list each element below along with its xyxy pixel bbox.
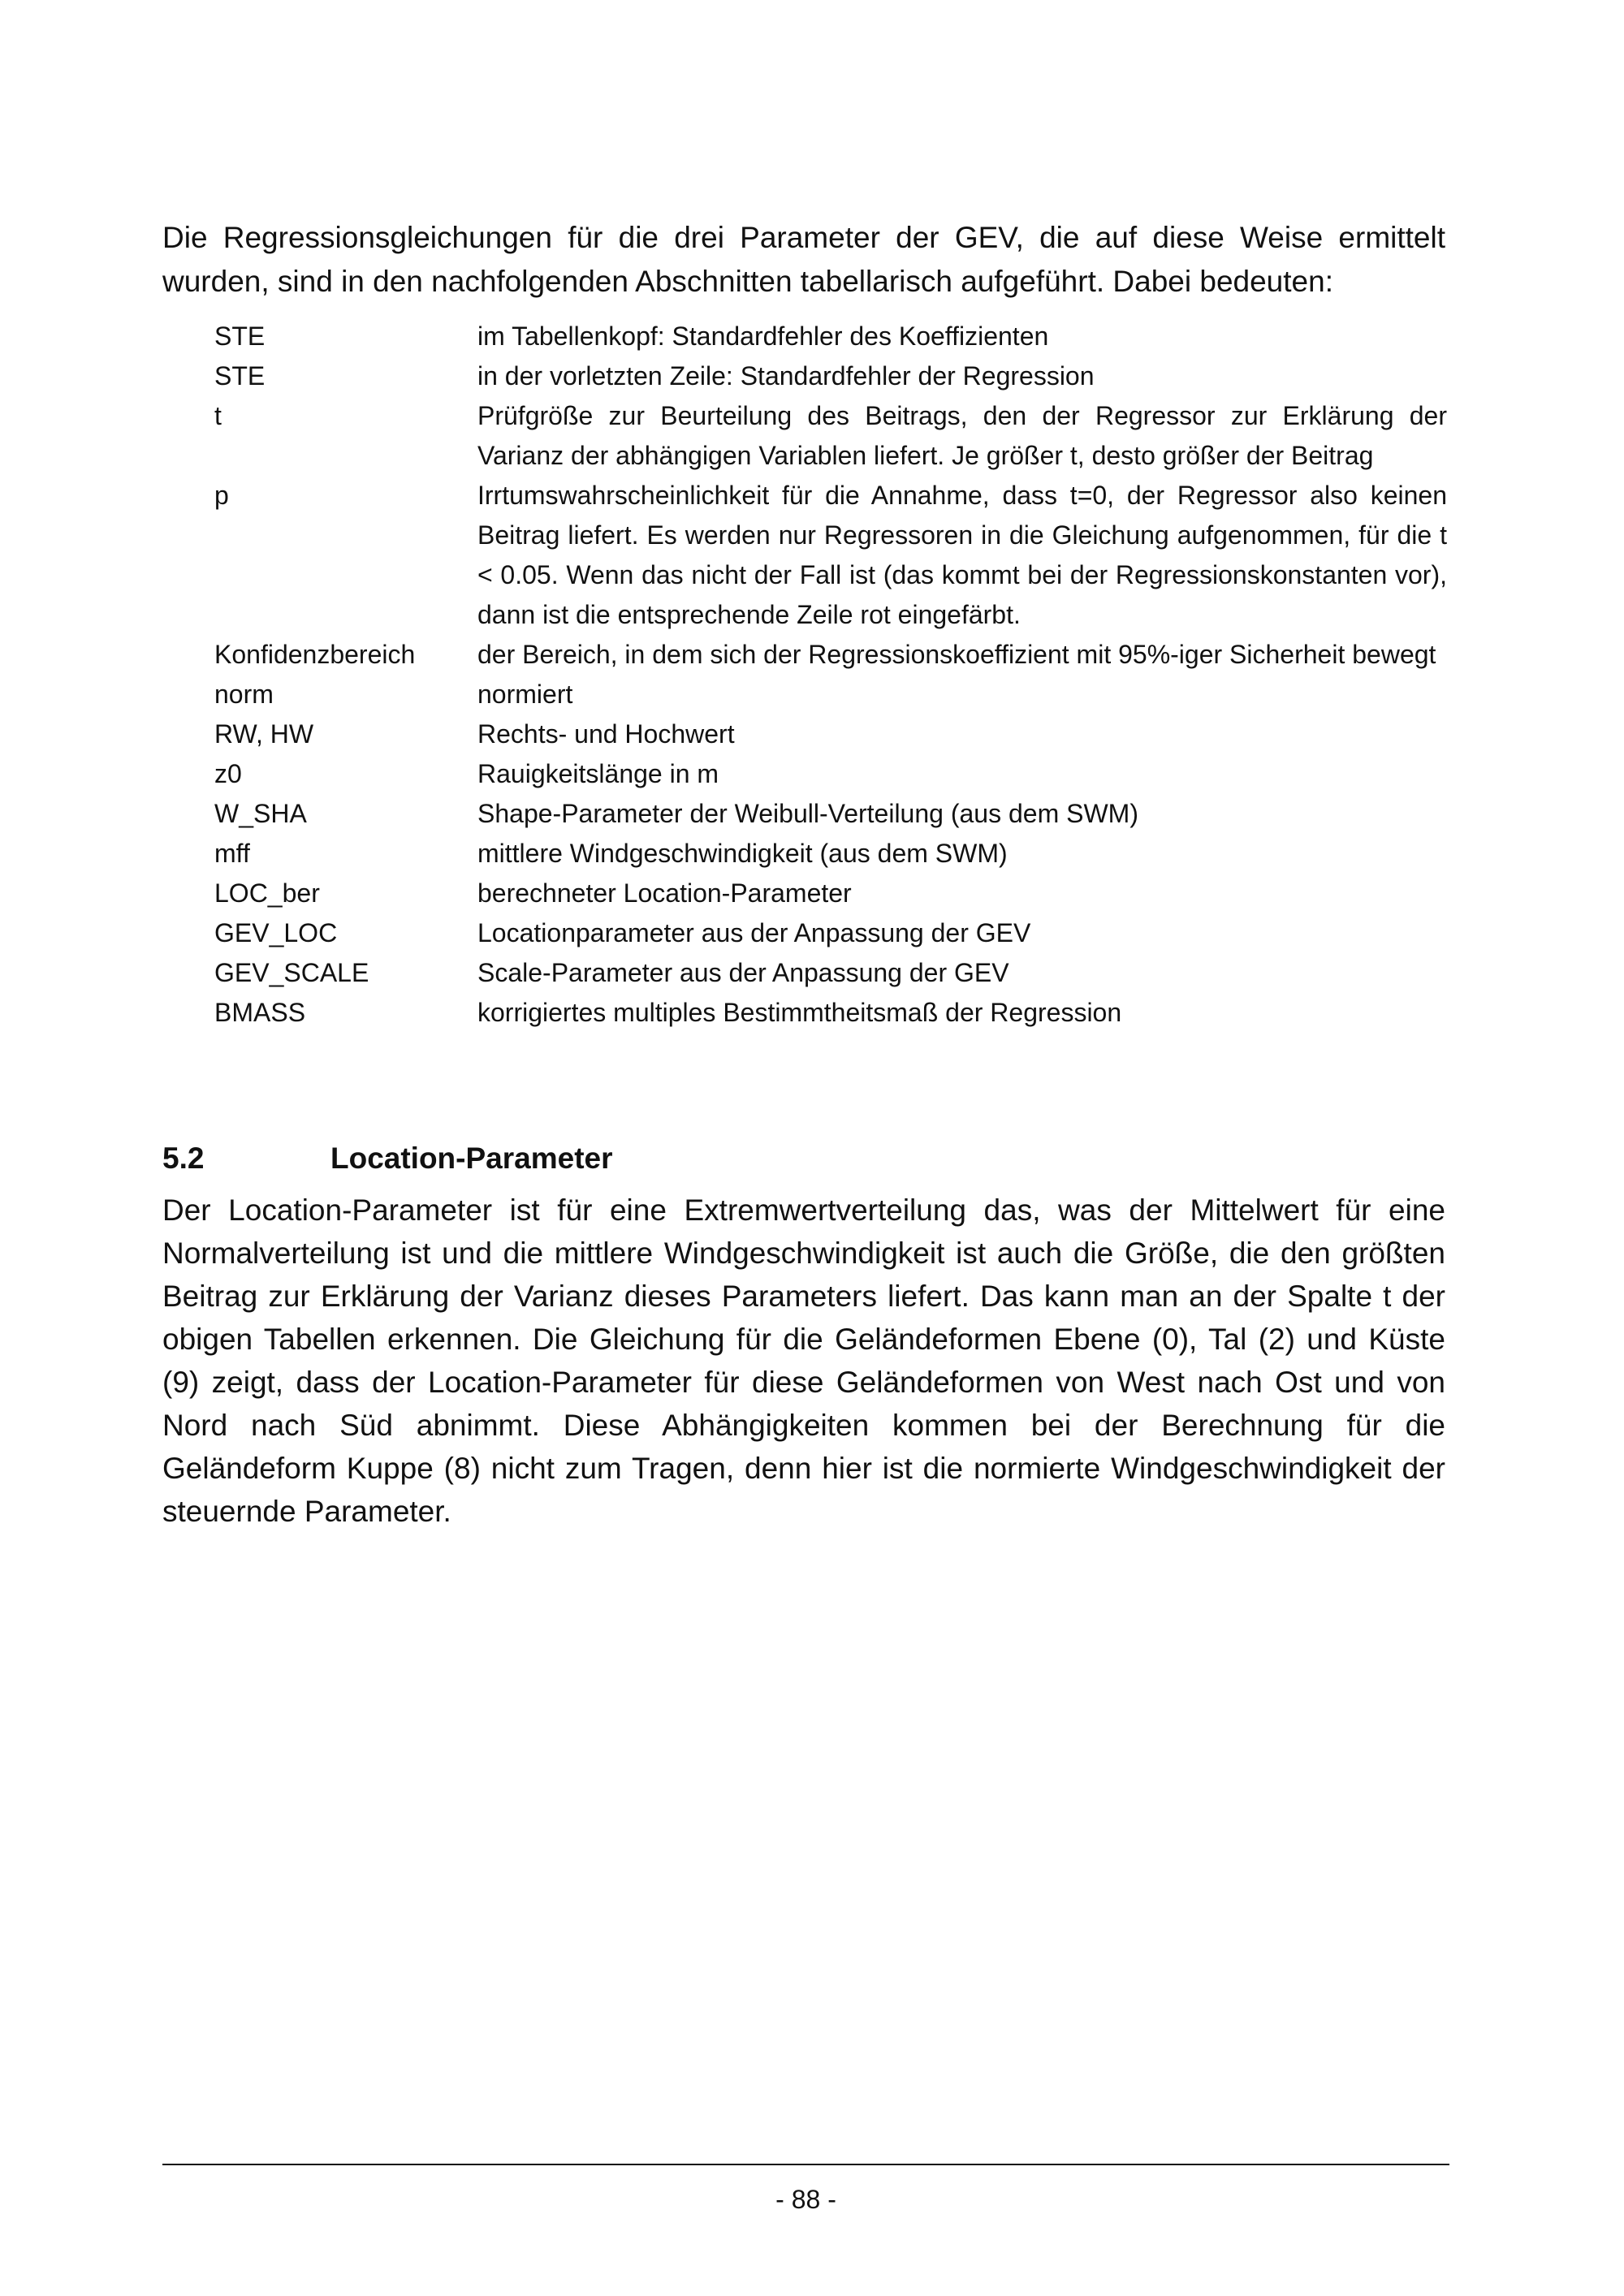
- definition-row: [214, 476, 1447, 635]
- definition-description: korrigiertes multiples Bestimmtheitsmaß der Regression: [477, 998, 1122, 1027]
- definition-term: z0: [214, 759, 242, 788]
- definition-term: W_SHA: [214, 799, 307, 828]
- section-body-paragraph: Der Location-Parameter ist für eine Extremwertverteilung das, was der Mittelwert für eine Normalverteilung ist und die mittlere Windgeschwindigkeit ist auch die Größe, die den größten Beitrag zur Erklärung der Varianz dieses Parameters liefert. Das kann man an der Spalte t der obigen Tabellen erkennen. Die Gleichung für die Geländeformen Ebene (0), Tal (2) und Küste (9) zeigt, dass der Location-Parameter für diese Geländeformen von West nach Ost und von Nord nach Süd abnimmt. Diese Abhängigkeiten kommen bei der Berechnung für die Geländeform Kuppe (8) nicht zum Tragen, denn hier ist die normierte Windgeschwindigkeit der steuernde Parameter.: [162, 1193, 1445, 1528]
- section-heading: [162, 1137, 613, 1180]
- definition-list: [214, 317, 1447, 1033]
- definition-term: STE: [214, 322, 266, 351]
- definition-row: [214, 317, 1447, 356]
- definition-row: [214, 714, 1447, 754]
- definition-term: mff: [214, 839, 250, 868]
- footer-divider: [162, 2164, 1449, 2165]
- definition-term: BMASS: [214, 998, 306, 1027]
- definition-description: normiert: [477, 680, 573, 709]
- definition-description: der Bereich, in dem sich der Regressionskoeffizient mit 95%-iger Sicherheit bewegt: [477, 640, 1436, 669]
- page-number: - 88 -: [775, 2185, 836, 2214]
- definition-term: RW, HW: [214, 719, 314, 749]
- definition-term: t: [214, 401, 222, 430]
- definition-row: [214, 953, 1447, 993]
- definition-row: [214, 874, 1447, 913]
- definition-description: Prüfgröße zur Beurteilung des Beitrags, den der Regressor zur Erklärung der Varianz der abhängigen Variablen liefert. Je größer t, desto größer der Beitrag: [477, 401, 1447, 470]
- definition-row: [214, 635, 1447, 675]
- definition-description: im Tabellenkopf: Standardfehler des Koeffizienten: [477, 322, 1049, 351]
- definition-term: norm: [214, 680, 274, 709]
- definition-description: Rechts- und Hochwert: [477, 719, 735, 749]
- definition-term: GEV_LOC: [214, 918, 338, 947]
- definition-row: [214, 993, 1447, 1033]
- section-number: 5.2: [162, 1142, 205, 1175]
- definition-row: [214, 913, 1447, 953]
- definition-term: GEV_SCALE: [214, 958, 369, 987]
- definition-description: Rauigkeitslänge in m: [477, 759, 719, 788]
- definition-description: Locationparameter aus der Anpassung der GEV: [477, 918, 1031, 947]
- definition-description: in der vorletzten Zeile: Standardfehler der Regression: [477, 361, 1095, 391]
- definition-description: berechneter Location-Parameter: [477, 878, 852, 908]
- intro-paragraph: Die Regressionsgleichungen für die drei Parameter der GEV, die auf diese Weise ermittelt wurden, sind in den nachfolgenden Abschnitten tabellarisch aufgeführt. Dabei bedeuten:: [162, 221, 1445, 298]
- definition-row: [214, 396, 1447, 476]
- definition-description: mittlere Windgeschwindigkeit (aus dem SWM): [477, 839, 1008, 868]
- definition-description: Irrtumswahrscheinlichkeit für die Annahme, dass t=0, der Regressor also keinen Beitrag liefert. Es werden nur Regressoren in die Gleichung aufgenommen, für die t < 0.05. Wenn das nicht der Fall ist (das kommt bei der Regressionskonstanten vor), dann ist die entsprechende Zeile rot eingefärbt.: [477, 481, 1447, 629]
- definition-term: Konfidenzbereich: [214, 640, 416, 669]
- definition-term: p: [214, 481, 229, 510]
- definition-row: [214, 754, 1447, 794]
- definition-term: STE: [214, 361, 266, 391]
- section-title: Location-Parameter: [330, 1142, 613, 1175]
- definition-row: [214, 794, 1447, 834]
- definition-row: [214, 675, 1447, 714]
- definition-term: LOC_ber: [214, 878, 320, 908]
- definition-row: [214, 834, 1447, 874]
- definition-description: Shape-Parameter der Weibull-Verteilung (aus dem SWM): [477, 799, 1138, 828]
- definition-row: [214, 356, 1447, 396]
- definition-description: Scale-Parameter aus der Anpassung der GEV: [477, 958, 1009, 987]
